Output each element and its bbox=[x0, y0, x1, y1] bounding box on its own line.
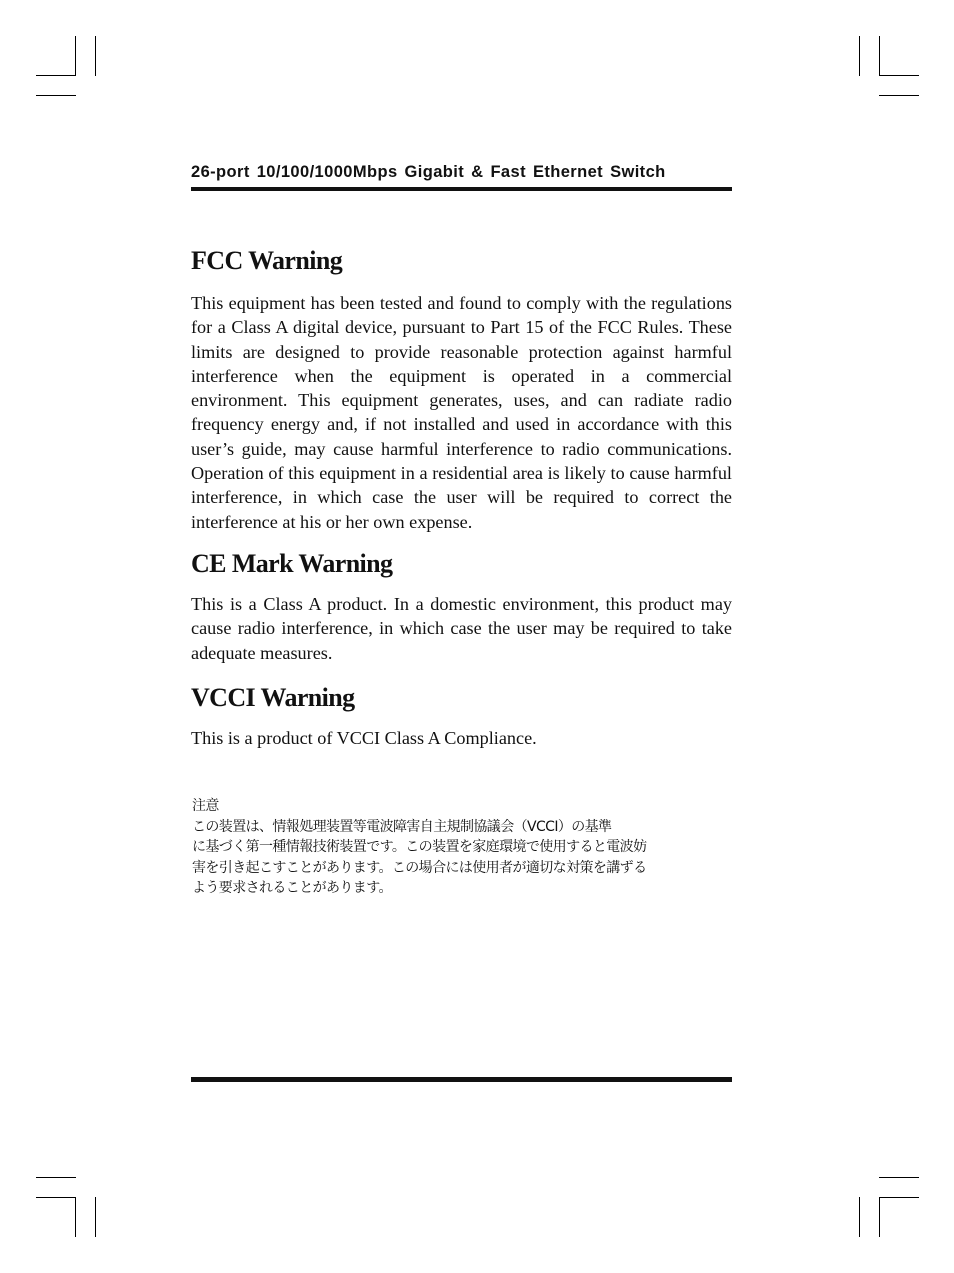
ce-mark-warning-heading: CE Mark Warning bbox=[191, 548, 393, 578]
vcci-warning-heading: VCCI Warning bbox=[191, 682, 355, 712]
fcc-warning-section bbox=[191, 243, 732, 534]
fcc-warning-body: This equipment has been tested and found to comply with the regulations for a Class A digital device, pursuant to Part 15 of the FCC Rules. These limits are designed to provide reasonable protection against harmful interference when the equipment is operated in a commercial environment. This equipment generates, uses, and can radiate radio frequency energy and, if not installed and used in accordance with this user’s guide, may cause harmful interference to radio communications. Operation of this equipment in a residential area is likely to cause harmful interference, in which case the user will be required to correct the interference at his or her own expense. bbox=[191, 293, 732, 532]
header-rule bbox=[191, 187, 732, 191]
vcci-warning-body: This is a product of VCCI Class A Compliance. bbox=[191, 727, 537, 748]
crop-mark bbox=[879, 1197, 919, 1198]
footer-rule bbox=[191, 1077, 732, 1082]
crop-mark bbox=[95, 36, 96, 76]
vcci-notice-line: 害を引き起こすことがあります。この場合には使用者が適切な対策を講ずる bbox=[192, 859, 647, 876]
vcci-notice-line: この装置は、情報処理装置等電波障害自主規制協議会（VCCI）の基準 bbox=[192, 818, 612, 835]
crop-mark bbox=[36, 1197, 76, 1198]
crop-mark bbox=[859, 1197, 860, 1237]
crop-mark bbox=[879, 1197, 880, 1237]
page-header: 26-port 10/100/1000Mbps Gigabit & Fast Ethernet Switch bbox=[191, 163, 666, 181]
crop-mark bbox=[879, 36, 880, 76]
ce-mark-warning-section bbox=[191, 546, 732, 665]
ce-mark-warning-body: This is a Class A product. In a domestic environment, this product may cause radio interference, in which case the user may be required to take adequate measures. bbox=[191, 593, 732, 663]
crop-mark bbox=[879, 95, 919, 96]
crop-mark bbox=[36, 95, 76, 96]
crop-mark bbox=[75, 1197, 76, 1237]
fcc-warning-heading: FCC Warning bbox=[191, 246, 343, 275]
vcci-notice-line: に基づく第一種情報技術装置です。この装置を家庭環境で使用すると電波妨 bbox=[192, 839, 647, 855]
crop-mark bbox=[879, 75, 919, 76]
vcci-notice-line: よう要求されることがあります。 bbox=[192, 880, 392, 896]
page-content bbox=[191, 243, 732, 750]
crop-mark bbox=[95, 1197, 96, 1237]
vcci-notice-line: 注意 bbox=[192, 798, 219, 814]
vcci-notice-japanese bbox=[192, 796, 737, 899]
vcci-warning-section bbox=[191, 680, 732, 750]
crop-mark bbox=[36, 1177, 76, 1178]
crop-mark bbox=[879, 1177, 919, 1178]
crop-mark bbox=[75, 36, 76, 76]
crop-mark bbox=[859, 36, 860, 76]
crop-mark bbox=[36, 75, 76, 76]
